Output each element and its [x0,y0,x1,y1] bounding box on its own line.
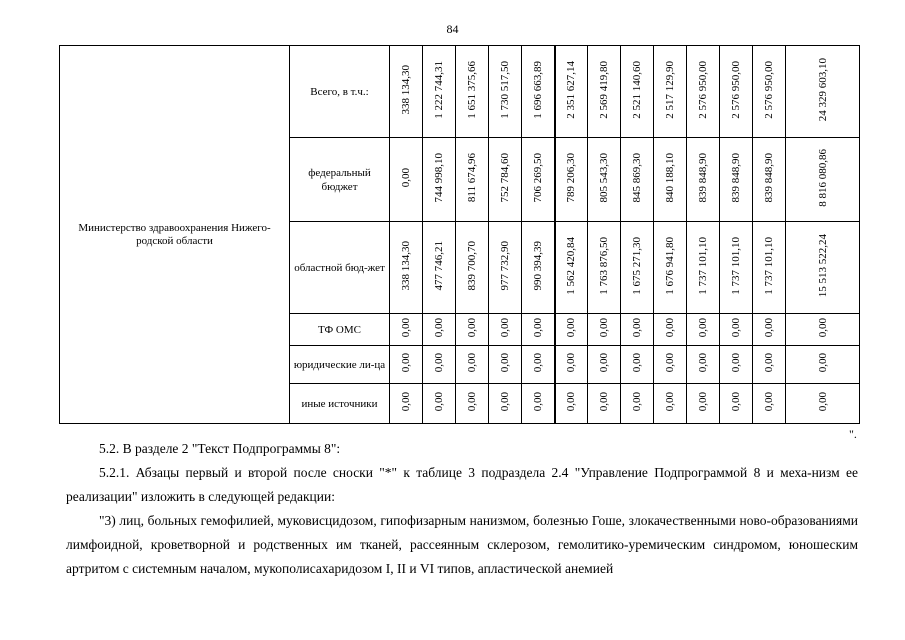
value-cell [522,384,555,424]
value-cell [621,314,654,346]
value-cell [654,46,687,138]
total-text: 0,00 [816,392,829,412]
value-cell [720,222,753,314]
value-text: 811 674,96 [466,153,478,203]
value-cell [588,222,621,314]
value-cell [588,314,621,346]
value-text: 805 543,30 [598,153,610,203]
value-text: 0,00 [763,353,775,373]
funding-table [59,45,860,424]
value-text: 990 394,39 [531,241,544,291]
value-cell [588,346,621,384]
value-text: 1 737 101,10 [697,237,709,295]
value-cell [555,46,588,138]
value-cell [588,46,621,138]
source-cell: юридические ли-ца [290,346,390,384]
organization-cell: Министерство здравоохранения Нижего-родской области [60,46,290,424]
value-text: 0,00 [499,392,511,412]
value-cell [423,384,456,424]
source-cell: федеральный бюджет [290,138,390,222]
paragraph-1: 5.2.1. Абзацы первый и второй после сноски "*" к таблице 3 подраздела 2.4 "Управление Подпрограммой 8 и меха-низм ее реализации" изложить в следующей редакции: [66,465,858,504]
source-cell: Всего, в т.ч.: [290,46,390,138]
value-text: 0,00 [499,318,511,338]
value-text: 0,00 [631,392,643,412]
value-text: 0,00 [664,318,676,338]
total-cell [786,46,860,138]
value-text: 0,00 [730,392,742,412]
value-cell [654,384,687,424]
value-cell [555,222,588,314]
value-text: 839 848,90 [730,153,742,203]
value-cell [753,346,786,384]
value-text: 0,00 [433,318,445,338]
value-cell [423,222,456,314]
value-cell [621,384,654,424]
value-text: 0,00 [565,318,578,338]
value-text: 744 998,10 [433,153,445,203]
value-cell [588,384,621,424]
value-text: 0,00 [433,392,445,412]
value-text: 0,00 [697,392,709,412]
value-cell [423,46,456,138]
value-text: 1 737 101,10 [730,237,742,295]
value-text: 0,00 [598,392,610,412]
value-cell [423,138,456,222]
value-cell [456,346,489,384]
total-text: 24 329 603,10 [816,58,829,122]
value-cell [489,384,522,424]
value-cell [423,346,456,384]
value-text: 2 576 950,00 [697,61,709,119]
total-text: 8 816 080,86 [816,149,829,207]
value-text: 0,00 [664,353,676,373]
value-cell [687,138,720,222]
closing-quote: ". [849,427,857,441]
value-text: 0,00 [598,353,610,373]
total-text: 0,00 [816,353,829,373]
value-text: 2 521 140,60 [631,61,643,119]
value-text: 977 732,90 [499,241,511,291]
value-text: 0,00 [400,353,412,373]
value-cell [522,138,555,222]
value-cell [654,222,687,314]
value-text: 0,00 [631,318,643,338]
value-text: 1 676 941,80 [664,237,676,295]
value-cell [456,314,489,346]
source-cell: ТФ ОМС [290,314,390,346]
source-cell: областной бюд-жет [290,222,390,314]
value-text: 0,00 [763,318,775,338]
value-text: 0,00 [531,353,544,373]
value-cell [423,314,456,346]
value-text: 0,00 [531,318,544,338]
value-text: 789 206,30 [565,153,578,203]
value-cell [489,222,522,314]
value-text: 0,00 [730,318,742,338]
value-text: 0,00 [400,392,412,412]
value-text: 477 746,21 [433,241,445,291]
value-text: 0,00 [565,353,578,373]
value-text: 1 763 876,50 [598,237,610,295]
value-text: 0,00 [400,168,412,188]
value-cell [654,314,687,346]
value-cell [621,222,654,314]
value-cell [555,138,588,222]
value-text: 2 569 419,80 [598,61,610,119]
value-text: 1 730 517,50 [499,61,511,119]
value-cell [687,46,720,138]
value-cell [687,346,720,384]
value-cell [720,346,753,384]
value-cell [555,314,588,346]
value-text: 0,00 [499,353,511,373]
value-text: 2 351 627,14 [565,61,578,119]
value-cell [720,138,753,222]
value-cell [555,384,588,424]
value-text: 1 737 101,10 [763,237,775,295]
value-cell [654,346,687,384]
value-cell [456,138,489,222]
value-text: 1 222 744,31 [433,61,445,119]
value-cell [588,138,621,222]
value-text: 1 651 375,66 [466,61,478,119]
paragraph-2: "3) лиц, больных гемофилией, муковисцидозом, гипофизарным нанизмом, болезнью Гоше, злокачественными ново-образованиями лимфоидной, кроветворной и родственных им тканей, рассеянным склерозом, гемолитико-уремическим синдромом, юношеским артритом с системным началом, мукополисахаридозом I, II и VI типов, апластической анемией [66,513,858,576]
total-text: 15 513 522,24 [816,234,829,298]
value-cell [489,138,522,222]
value-cell [522,222,555,314]
value-cell [522,46,555,138]
value-cell [753,138,786,222]
value-text: 2 576 950,00 [763,61,775,119]
total-text: 0,00 [816,318,829,338]
section-heading: 5.2. В разделе 2 "Текст Подпрограммы 8": [99,441,341,456]
value-text: 0,00 [466,392,478,412]
total-cell [786,384,860,424]
value-cell [720,314,753,346]
value-cell [654,138,687,222]
value-cell [621,346,654,384]
value-cell [753,384,786,424]
value-text: 338 134,30 [400,65,412,115]
value-text: 2 576 950,00 [730,61,742,119]
value-cell [555,346,588,384]
value-text: 1 562 420,84 [565,237,578,295]
value-cell [489,46,522,138]
source-cell: иные источники [290,384,390,424]
value-cell [489,314,522,346]
value-cell [456,384,489,424]
value-text: 839 848,90 [697,153,709,203]
total-cell [786,314,860,346]
value-cell [390,138,423,222]
value-cell [687,384,720,424]
value-text: 0,00 [466,353,478,373]
value-text: 839 700,70 [466,241,478,291]
value-cell [390,222,423,314]
value-text: 0,00 [531,392,544,412]
value-cell [687,222,720,314]
value-cell [720,384,753,424]
value-text: 752 784,60 [499,153,511,203]
value-text: 0,00 [664,392,676,412]
value-text: 0,00 [466,318,478,338]
total-cell [786,138,860,222]
value-cell [522,314,555,346]
value-text: 0,00 [565,392,578,412]
value-text: 0,00 [763,392,775,412]
value-cell [390,346,423,384]
value-text: 0,00 [730,353,742,373]
table-row [60,46,860,138]
value-cell [621,46,654,138]
value-text: 706 269,50 [531,153,544,203]
value-cell [522,346,555,384]
page-number: 84 [446,22,459,36]
value-cell [456,222,489,314]
value-text: 0,00 [697,318,709,338]
value-cell [390,384,423,424]
value-text: 845 869,30 [631,153,643,203]
value-cell [489,346,522,384]
value-text: 1 696 663,89 [531,61,544,119]
value-text: 2 517 129,90 [664,61,676,119]
value-cell [621,138,654,222]
value-text: 338 134,30 [400,241,412,291]
value-text: 839 848,90 [763,153,775,203]
value-cell [390,314,423,346]
value-text: 1 675 271,30 [631,237,643,295]
value-cell [390,46,423,138]
total-cell [786,346,860,384]
value-cell [753,46,786,138]
value-text: 0,00 [433,353,445,373]
value-text: 0,00 [598,318,610,338]
total-cell [786,222,860,314]
value-cell [753,314,786,346]
value-cell [720,46,753,138]
value-text: 0,00 [631,353,643,373]
value-text: 840 188,10 [664,153,676,203]
value-text: 0,00 [400,318,412,338]
value-text: 0,00 [697,353,709,373]
value-cell [687,314,720,346]
value-cell [456,46,489,138]
value-cell [753,222,786,314]
